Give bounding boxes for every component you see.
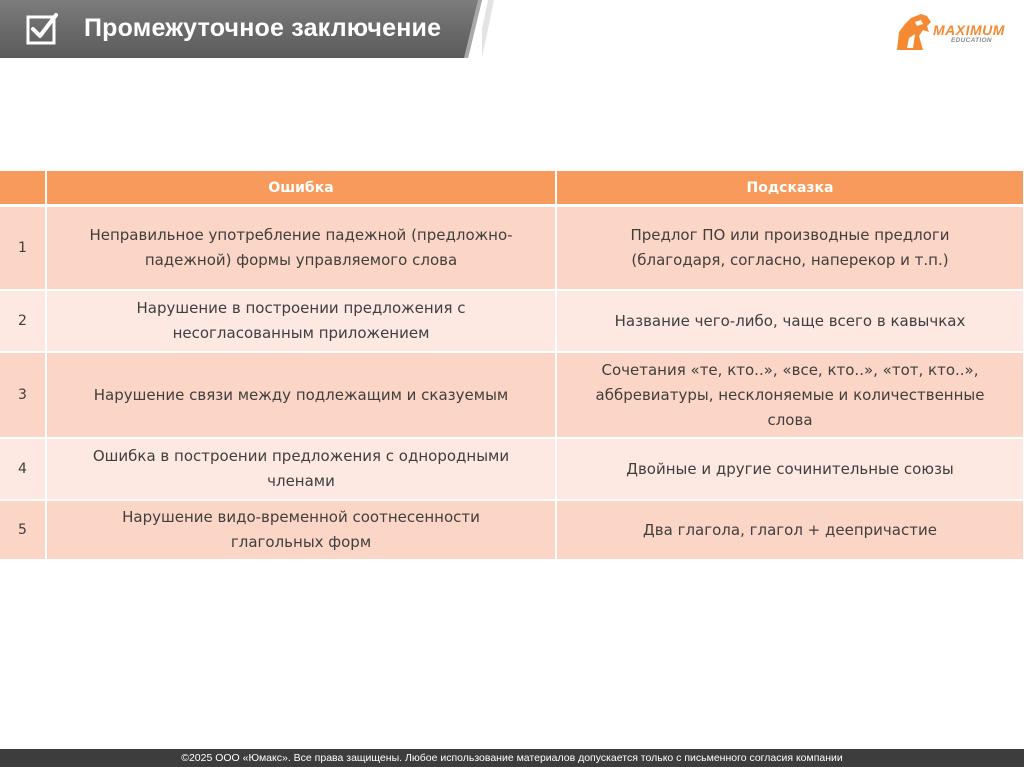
error-text-line: глагольных форм — [230, 533, 372, 551]
error-cell — [46, 352, 556, 438]
row-number: 1 — [0, 206, 46, 291]
error-text-line: Неправильное употребление падежной (предложно- — [89, 226, 513, 244]
error-text-line: Нарушение связи между подлежащим и сказуемым — [93, 385, 509, 404]
row-number: 5 — [0, 500, 46, 560]
error-cell — [46, 206, 556, 291]
errors-table — [0, 171, 1024, 561]
hint-cell — [556, 438, 1024, 500]
error-cell — [46, 438, 556, 500]
logo-subtitle: EDUCATION — [951, 37, 992, 44]
hint-text-line: Два глагола, глагол + деепричастие — [643, 520, 937, 539]
column-header-error: Ошибка — [46, 171, 556, 206]
table-row — [0, 352, 1024, 438]
hint-text-line: аббревиатуры, несклоняемые и количественные — [595, 385, 985, 404]
error-cell — [46, 290, 556, 352]
checkbox-checked-icon — [25, 10, 61, 46]
table-row — [0, 438, 1024, 500]
row-number: 4 — [0, 438, 46, 500]
hint-cell — [556, 500, 1024, 560]
error-text-line: падежной) формы управляемого слова — [144, 251, 458, 269]
hint-cell — [556, 352, 1024, 438]
copyright-footer: ©2025 ООО «Юмакс». Все права защищены. Любое использование материалов допускается только с письменного согласия компании — [0, 749, 1024, 767]
errors-table-wrapper — [0, 171, 1024, 561]
error-text-line: Ошибка в построении предложения с однородными — [92, 447, 510, 465]
logo-name: MAXIMUM — [933, 22, 1005, 38]
hint-text-line: Двойные и другие сочинительные союзы — [626, 459, 954, 478]
error-text-line: Нарушение в построении предложения с — [136, 299, 466, 317]
column-header-number — [0, 171, 46, 206]
hint-text-line: Предлог ПО или производные предлоги — [630, 226, 950, 244]
error-text-line: членами — [267, 472, 335, 490]
hint-text-line: (благодаря, согласно, наперекор и т.п.) — [631, 251, 949, 269]
row-number: 3 — [0, 352, 46, 438]
hint-cell — [556, 290, 1024, 352]
table-header-row — [0, 171, 1024, 206]
page-title: Промежуточное заключение — [84, 14, 442, 42]
error-cell — [46, 500, 556, 560]
table-row — [0, 500, 1024, 560]
table-row — [0, 206, 1024, 291]
header-stripe — [482, 0, 494, 58]
table-row — [0, 290, 1024, 352]
hint-cell — [556, 206, 1024, 291]
row-number: 2 — [0, 290, 46, 352]
column-header-hint: Подсказка — [556, 171, 1024, 206]
hint-text-line: Название чего-либо, чаще всего в кавычках — [614, 311, 966, 330]
error-text-line: несогласованным приложением — [172, 324, 430, 342]
hint-text-line: Сочетания «те, кто..», «все, кто..», «тот, кто..», — [601, 360, 979, 379]
error-text-line: Нарушение видо-временной соотнесенности — [122, 508, 480, 526]
hint-text-line: слова — [767, 410, 813, 429]
